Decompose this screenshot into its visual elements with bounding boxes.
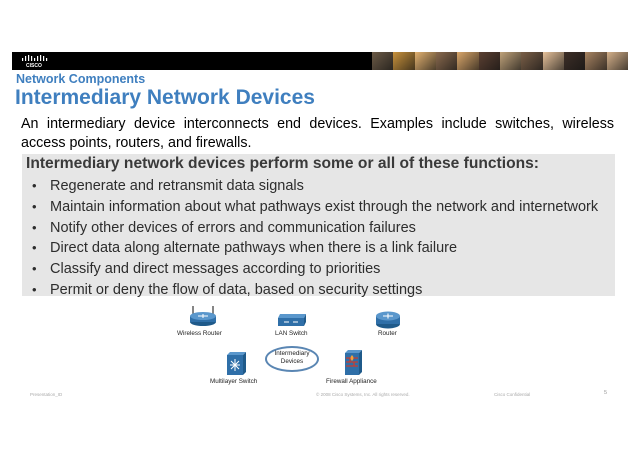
list-item: • Regenerate and retransmit data signals <box>32 178 304 194</box>
list-item: • Maintain information about what pathways exist through the network and internetwork <box>32 198 599 215</box>
banner-photo <box>500 52 521 70</box>
section-title: Network Components <box>16 72 146 86</box>
banner-photo <box>585 52 606 70</box>
lan-switch-icon <box>276 313 308 327</box>
cisco-logo-text: CISCO <box>26 63 42 68</box>
bullet-icon: • <box>32 219 37 235</box>
banner-photo <box>543 52 564 70</box>
lan-switch-label: LAN Switch <box>275 330 308 337</box>
intro-text: An intermediary device interconnects end devices. Examples include switches, wireless access points, routers, and firewalls. <box>21 116 614 151</box>
list-item: • Direct data along alternate pathways when there is a link failure <box>32 240 458 257</box>
banner-photo <box>436 52 457 70</box>
list-item: • Classify and direct messages according to priorities <box>32 261 381 278</box>
router-label: Router <box>378 330 397 337</box>
router-icon <box>374 310 402 330</box>
banner-photo <box>521 52 542 70</box>
footer-copyright: © 2008 Cisco Systems, Inc. All rights reserved. <box>316 392 410 397</box>
wireless-router-label: Wireless Router <box>177 330 222 337</box>
panel-heading: Intermediary network devices perform some or all of these functions: <box>26 155 539 172</box>
banner-photo <box>457 52 478 70</box>
banner-photo <box>415 52 436 70</box>
bullet-icon: • <box>32 281 37 297</box>
header-banner <box>12 52 628 70</box>
page-number: 5 <box>604 390 608 396</box>
footer-presentation-id: Presentation_ID <box>30 392 63 397</box>
banner-photo <box>607 52 628 70</box>
cisco-logo-icon <box>20 54 54 68</box>
page-title: Intermediary Network Devices <box>15 86 315 109</box>
list-item: • Permit or deny the flow of data, based on security settings <box>32 281 423 298</box>
footer-confidential: Cisco Confidential <box>494 392 531 397</box>
firewall-icon <box>343 350 363 376</box>
firewall-label: Firewall Appliance <box>326 378 377 385</box>
bullet-icon: • <box>32 198 37 214</box>
intermediary-devices-label: Intermediary Devices <box>274 350 310 365</box>
functions-list <box>32 176 598 301</box>
banner-photo <box>372 52 393 70</box>
bullet-icon: • <box>32 240 37 256</box>
list-item: • Notify other devices of errors and communication failures <box>32 219 416 236</box>
multilayer-switch-label: Multilayer Switch <box>210 378 258 385</box>
multilayer-switch-icon <box>225 352 247 376</box>
bullet-icon: • <box>32 178 37 193</box>
wireless-router-icon <box>188 304 218 328</box>
banner-photo <box>393 52 414 70</box>
banner-photo <box>564 52 585 70</box>
photo-strip <box>372 52 628 70</box>
functions-panel <box>22 154 615 296</box>
bullet-icon: • <box>32 261 37 277</box>
banner-photo <box>479 52 500 70</box>
